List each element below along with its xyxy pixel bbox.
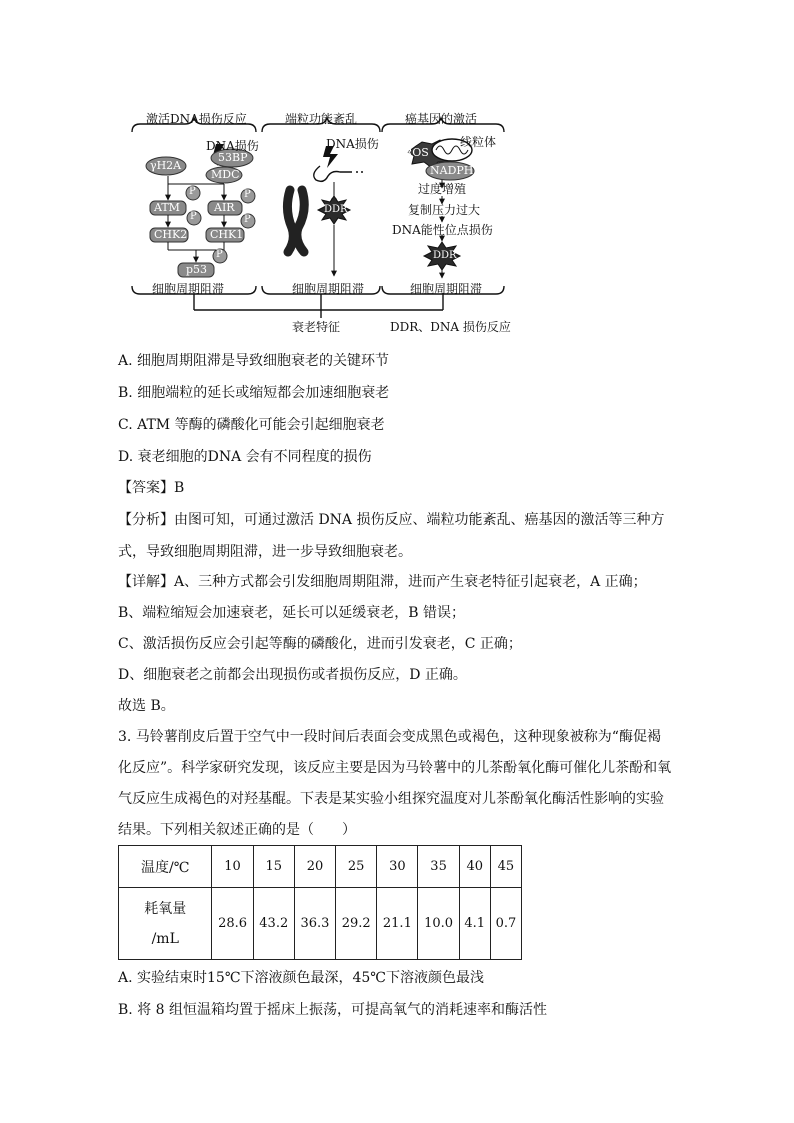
g3-step1: 过度增殖 [418, 182, 467, 196]
q3-option-a: A. 实验结束时15℃下溶液颜色最深，45℃下溶液颜色最浅 [118, 970, 484, 986]
g1-p-1: P [189, 186, 196, 197]
group-title-3: 癌基因的激活 [405, 112, 478, 126]
g1-p-4: P [244, 214, 251, 225]
g3-ddr: DDR [433, 250, 457, 261]
g1-atm: ATM [154, 201, 180, 214]
g3-bottom: 细胞周期阻滞 [410, 282, 483, 296]
g1-chk2: CHK2 [154, 228, 188, 241]
table-cell: 25 [336, 846, 377, 888]
table-header-oxygen [119, 888, 212, 960]
group-title-2: 端粒功能紊乱 [285, 112, 358, 126]
table-cell: 0.7 [490, 888, 521, 960]
q2-option-a: A. 细胞周期阻滞是导致细胞衰老的关键环节 [118, 353, 390, 369]
g3-step3: DNA能性位点损伤 [392, 223, 493, 237]
g1-p53: p53 [186, 263, 208, 276]
q2-detail-1: 【详解】A、三种方式都会引发细胞周期阻滞，进而产生衰老特征引起衰老，A 正确； [118, 574, 647, 590]
q2-option-b: B. 细胞端粒的延长或缩短都会加速细胞衰老 [118, 385, 390, 401]
g1-dna-damage: DNA损伤 [206, 139, 259, 153]
table-cell: 10.0 [418, 888, 459, 960]
table-cell: 43.2 [253, 888, 294, 960]
q3-option-b: B. 将 8 组恒温箱均置于摇床上振荡，可提高氧气的消耗速率和酶活性 [118, 1002, 547, 1018]
g2-ddr: DDR [324, 204, 348, 215]
outcome-label: 衰老特征 [292, 320, 341, 334]
g1-mdc: MDC [211, 168, 240, 181]
g1-chk1: CHK1 [210, 228, 244, 241]
chromosome-icon [287, 190, 293, 252]
g1-bottom: 细胞周期阻滞 [152, 282, 225, 296]
group-title-1: 激活DNA损伤反应 [146, 112, 247, 126]
table-cell: 15 [253, 846, 294, 888]
g3-step2: 复制压力过大 [408, 203, 481, 217]
q2-detail-4: D、细胞衰老之前都会出现损伤或者损伤反应，D 正确。 [118, 667, 467, 683]
telomere-icon [314, 166, 352, 181]
g1-p-3: P [190, 211, 197, 222]
g1-gh2a: γH2A [150, 159, 182, 172]
table-cell: 4.1 [459, 888, 490, 960]
table-cell: 35 [418, 846, 459, 888]
table-cell: 40 [459, 846, 490, 888]
q2-option-c: C. ATM 等酶的磷酸化可能会引起细胞衰老 [118, 417, 385, 433]
g1-air: AIR [214, 201, 235, 214]
ddr-note: DDR、DNA 损伤反应 [390, 320, 511, 334]
g3-mito: 线粒体 [460, 135, 497, 149]
g3-nadph: NADPH [430, 164, 474, 177]
table-cell: 30 [377, 846, 418, 888]
q2-detail-3: C、激活损伤反应会引起等酶的磷酸化，进而引发衰老，C 正确； [118, 636, 522, 652]
q2-answer: 【答案】B [118, 480, 185, 496]
q3-stem-3: 气反应生成褐色的对羟基醌。下表是某实验小组探究温度对儿茶酚氧化酶活性影响的实验 [118, 791, 664, 807]
g1-53bp: 53BP [218, 151, 248, 164]
table-cell: 28.6 [212, 888, 253, 960]
g2-dna-damage: DNA损伤 [326, 137, 379, 151]
g2-bottom: 细胞周期阻滞 [292, 282, 365, 296]
table-row [119, 846, 522, 888]
table-header-oxygen-line1: 耗氧量 [144, 900, 187, 917]
g3-ros: ROS [404, 146, 429, 159]
q2-option-d: D. 衰老细胞的DNA 会有不同程度的损伤 [118, 449, 372, 465]
q3-stem-1: 3. 马铃薯削皮后置于空气中一段时间后表面会变成黑色或褐色，这种现象被称为“酶促褐 [118, 729, 661, 745]
table-cell: 45 [490, 846, 521, 888]
temperature-oxygen-table [118, 845, 522, 960]
g1-p-2: P [244, 189, 251, 200]
q2-conclusion: 故选 B。 [118, 698, 175, 714]
q2-analysis-2: 式，导致细胞周期阻滞，进一步导致细胞衰老。 [118, 544, 412, 560]
table-cell: 21.1 [377, 888, 418, 960]
q2-analysis-1: 【分析】由图可知，可通过激活 DNA 损伤反应、端粒功能紊乱、癌基因的激活等三种方 [118, 512, 665, 528]
table-cell: 29.2 [336, 888, 377, 960]
g1-p-5: P [216, 249, 223, 260]
q3-stem-4: 结果。下列相关叙述正确的是（ ） [118, 822, 356, 838]
q3-stem-2: 化反应”。科学家研究发现，该反应主要是因为马铃薯中的儿茶酚氧化酶可催化儿茶酚和氧 [118, 760, 672, 776]
table-cell: 10 [212, 846, 253, 888]
table-header-temp: 温度/℃ [119, 846, 212, 888]
table-cell: 36.3 [294, 888, 335, 960]
table-cell: 20 [294, 846, 335, 888]
table-header-oxygen-line2: /mL [151, 930, 179, 947]
q2-detail-2: B、端粒缩短会加速衰老，延长可以延缓衰老，B 错误； [118, 605, 466, 621]
table-row [119, 888, 522, 960]
